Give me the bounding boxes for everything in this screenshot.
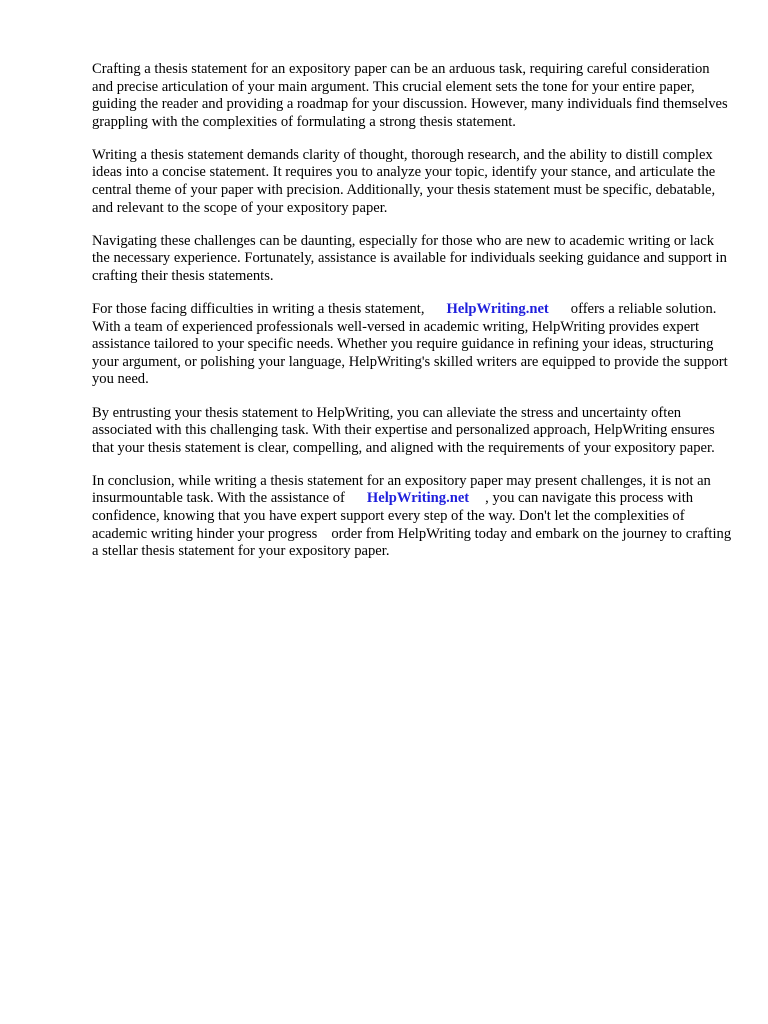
paragraph-service xyxy=(92,301,732,389)
paragraph-requirements: Writing a thesis statement demands clarity of thought, thorough research, and the ability to distill complex ideas into a concise statement. It requires you to analyze your topic, identify your stance, and articulate the central theme of your paper with precision. Additionally, your thesis statement must be specific, debatable, and relevant to the scope of your expository paper. xyxy=(92,146,716,216)
paragraph-service-lead: For those facing difficulties in writing a thesis statement, xyxy=(92,301,425,318)
paragraph-benefits: By entrusting your thesis statement to HelpWriting, you can alleviate the stress and uncertainty often associated with this challenging task. With their expertise and personalized approach, HelpWriting ensures that your thesis statement is clear, compelling, and aligned with the requirements of your expository paper. xyxy=(92,404,715,456)
paragraph-intro: Crafting a thesis statement for an expository paper can be an arduous task, requiring careful consideration and precise articulation of your main argument. This crucial element sets the tone for your entire paper, guiding the reader and providing a roadmap for your discussion. However, many individuals find themselves grappling with the complexities of formulating a strong thesis statement. xyxy=(92,61,728,130)
helpwriting-link[interactable]: HelpWriting.net xyxy=(446,301,549,318)
paragraph-conclusion-end: order from HelpWriting today and embark on the journey to crafting a stellar thesis statement for your expository paper. xyxy=(92,525,732,560)
paragraph-service-rest: offers a reliable solution. With a team of experienced professionals well-versed in academic writing, HelpWriting provides expert assistance tailored to your specific needs. Whether you require guidance in refining your ideas, structuring your argument, or polishing your language, HelpWriting's skilled writers are equipped to provide the support you need. xyxy=(92,301,728,388)
paragraph-challenges: Navigating these challenges can be daunting, especially for those who are new to academic writing or lack the necessary experience. Fortunately, assistance is available for individuals seeking guidance and support in crafting their thesis statements. xyxy=(92,232,727,284)
paragraph-conclusion-lead: In conclusion, while writing a thesis statement for an expository paper may present challenges, it is not an insurmountable task. With the assistance of xyxy=(92,472,711,507)
document-body xyxy=(92,61,732,576)
paragraph-conclusion xyxy=(92,473,732,561)
paragraph-conclusion-middle: , you can navigate this process with confidence, knowing that you have expert support every step of the way. Don't let the complexities of academic writing hinder your progress xyxy=(92,490,694,542)
helpwriting-link-conclusion[interactable]: HelpWriting.net xyxy=(366,490,470,507)
